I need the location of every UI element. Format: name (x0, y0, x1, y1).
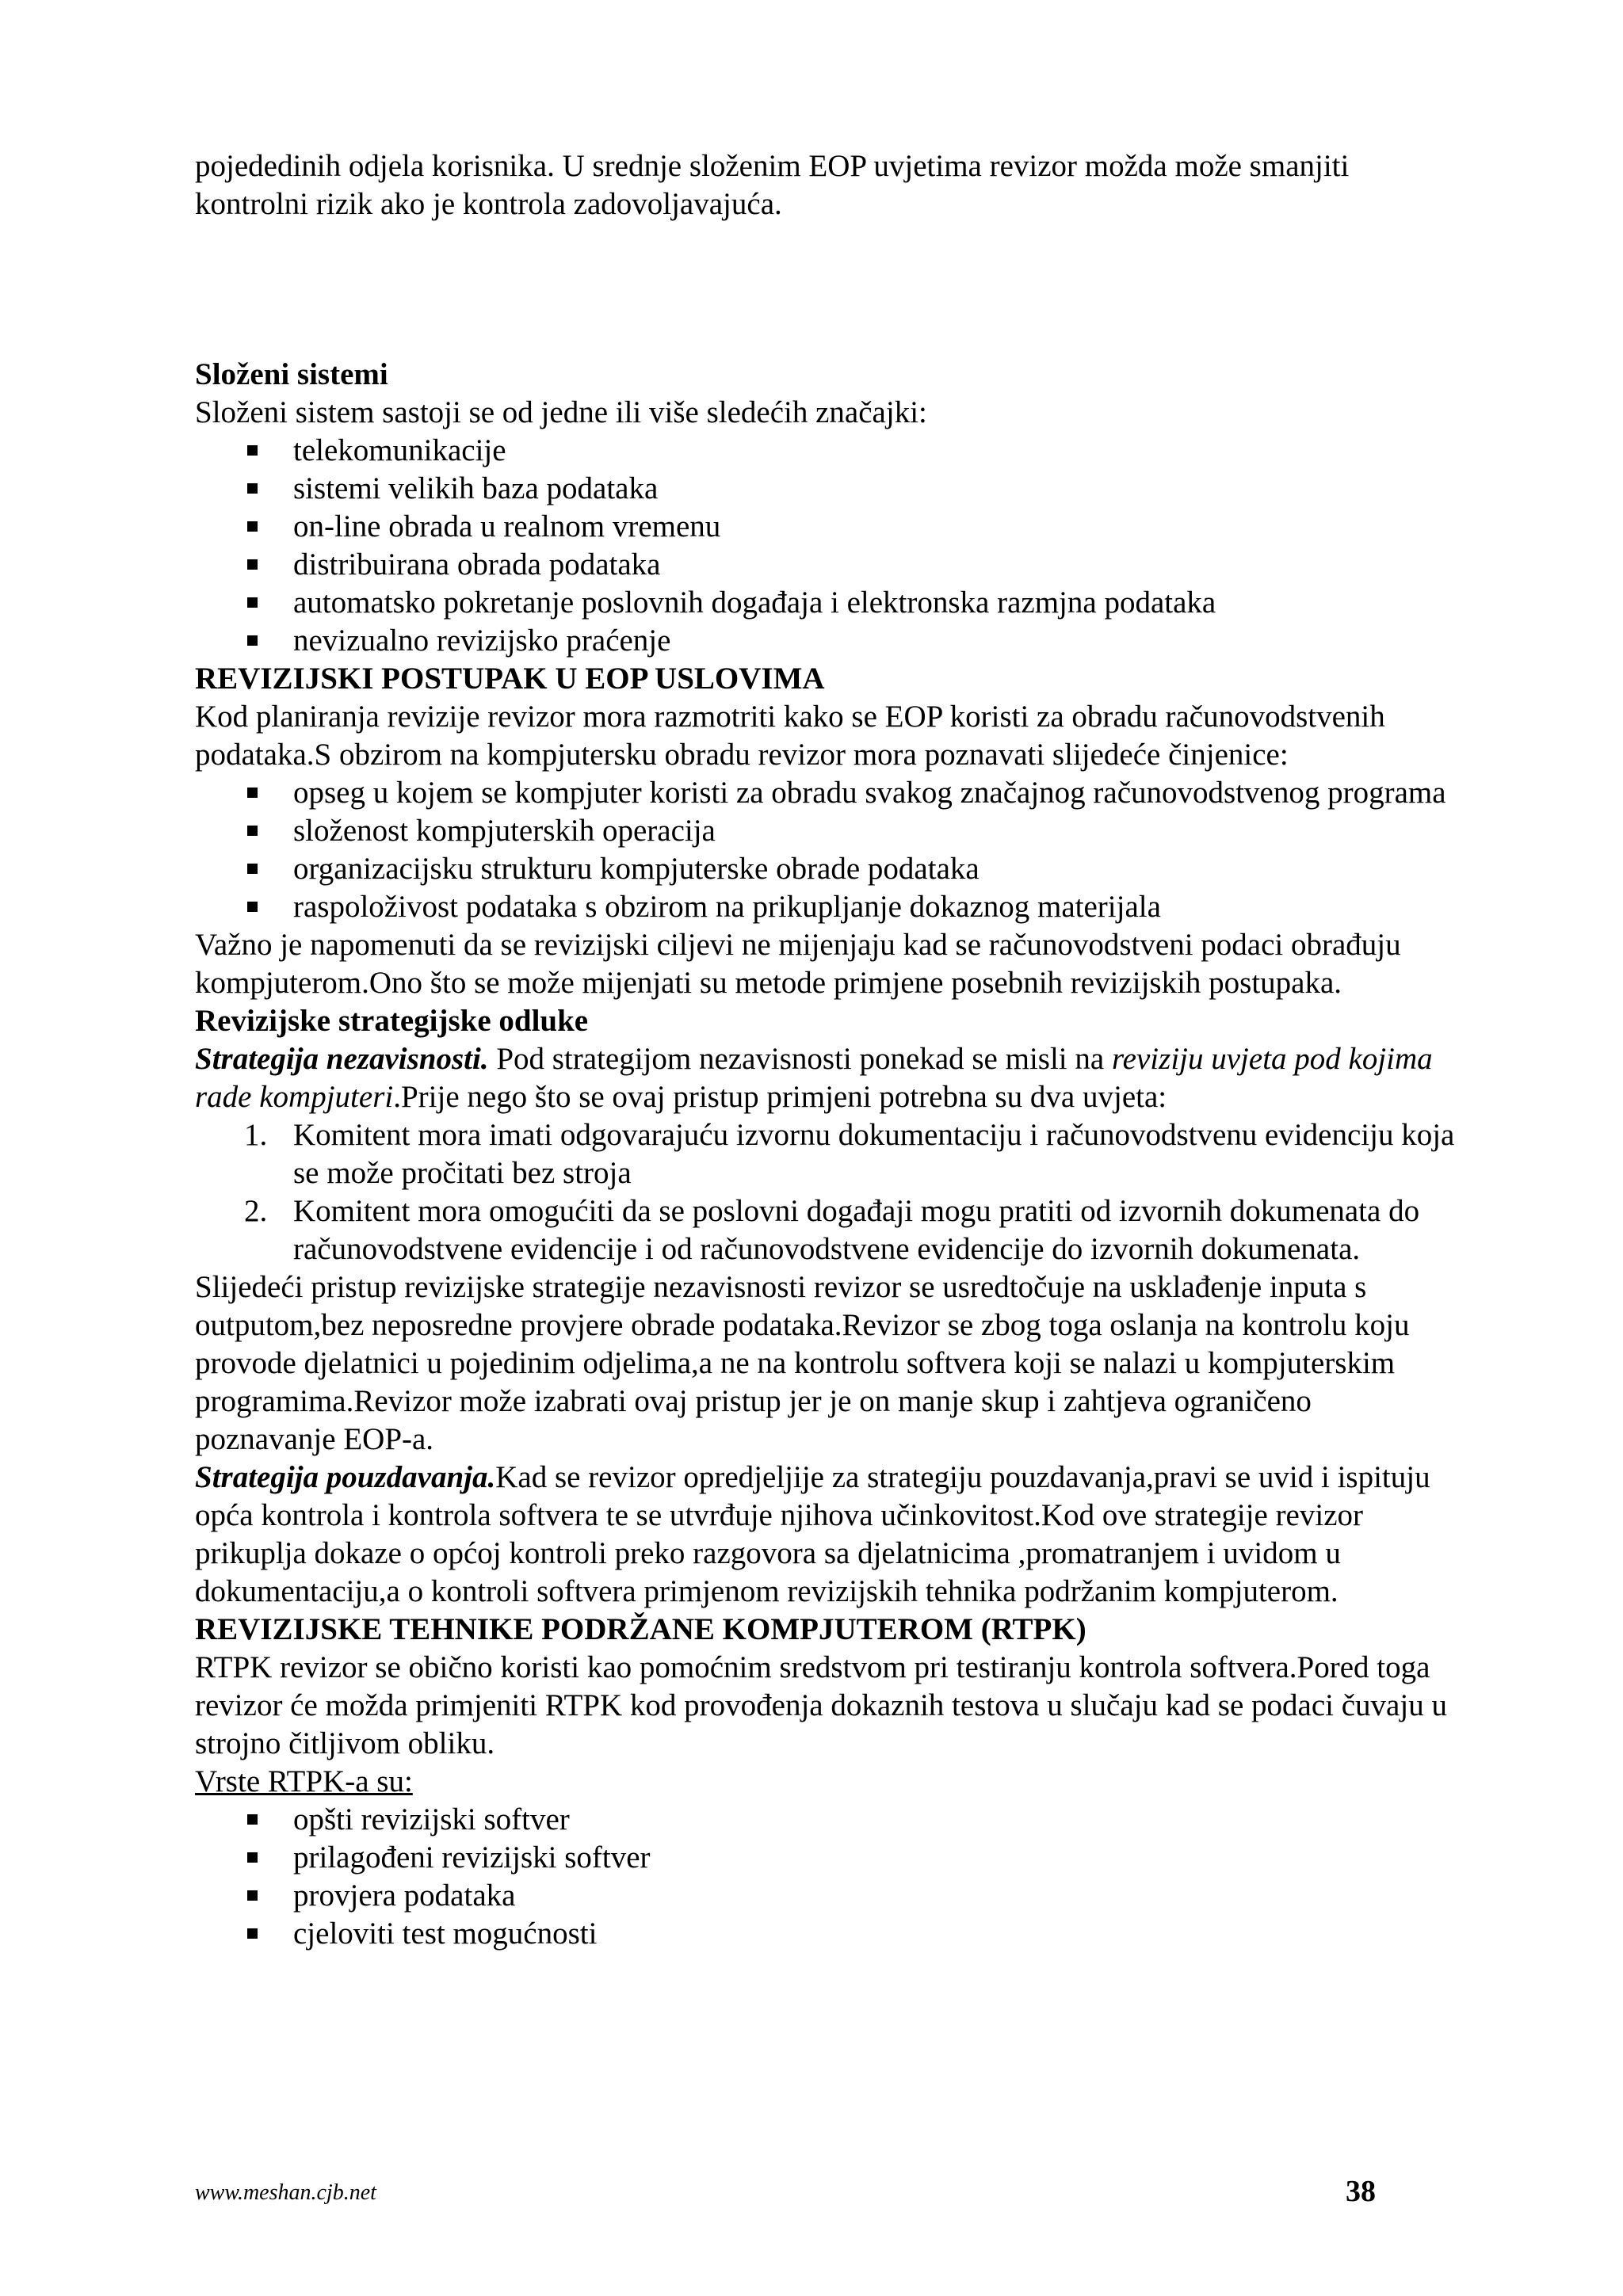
section-heading-slozeni: Složeni sistemi (195, 357, 388, 391)
postupak-lead: Kod planiranja revizije revizor mora razmotriti kako se EOP koristi za obradu računovodstvenih podataka.S obzirom na kompjutersku obradu revizor mora poznavati slijedeće činjenice: (195, 700, 1385, 772)
square-bullet-icon (247, 902, 258, 912)
list-item: 2. Komitent mora omogućiti da se poslovni događaji mogu pratiti od izvornih dokumenata do računovodstvene evidencije i od računovodstvene evidencije do izvornih dokumenata. (244, 1194, 1420, 1266)
list-item: automatsko pokretanje poslovnih događaja i elektronska razmjna podataka (195, 584, 1455, 622)
footer-url: www.meshan.cjb.net (195, 2180, 376, 2205)
strategija-pouzdavanja-paragraph: Strategija pouzdavanja.Kad se revizor opredjeljije za strategiju pouzdavanja,pravi se uvid i ispituju opća kontrola i kontrola softvera te se utvrđuje njihova učinkovitost.Kod ove strategije revizor prikuplja dokaze o općoj kontroli preko razgovora sa djelatnicima ,promatranjem i uvidom u dokumentaciju,a o kontroli softvera primjenom revizijskih tehnika podržanim kompjuterom. (195, 1460, 1430, 1608)
list-item: nevizualno revizijsko praćenje (195, 622, 1455, 660)
list-item: prilagođeni revizijski softver (195, 1839, 1455, 1877)
strategija-nezavisnosti-paragraph: Strategija nezavisnosti. Pod strategijom nezavisnosti ponekad se misli na reviziju uvjeta pod kojima rade kompjuteri.Prije nego što se ovaj pristup primjeni potrebna su dva uvjeta: (195, 1042, 1433, 1114)
rtpk-paragraph: RTPK revizor se obično koristi kao pomoćnim sredstvom pri testiranju kontrola softvera.Pored toga revizor će možda primjeniti RTPK kod provođenja dokaznih testova u slučaju kad se podaci čuvaju u strojno čitljivom obliku. (195, 1650, 1447, 1760)
section-heading-postupak: REVIZIJSKI POSTUPAK U EOP USLOVIMA (195, 662, 825, 696)
square-bullet-icon (247, 1814, 258, 1825)
square-bullet-icon (247, 864, 258, 874)
square-bullet-icon (247, 826, 258, 836)
list-item: opšti revizijski softver (195, 1801, 1455, 1839)
square-bullet-icon (247, 559, 258, 570)
strategija-pouzdavanja-label: Strategija pouzdavanja. (195, 1460, 496, 1494)
section-heading-strategije: Revizijske strategijske odluke (195, 1004, 589, 1038)
slozeni-lead: Složeni sistem sastoji se od jedne ili više sledećih značajki: (195, 395, 927, 429)
square-bullet-icon (247, 483, 258, 494)
slozeni-list (195, 432, 1455, 660)
conditions-list (195, 1116, 1455, 1268)
list-item: složenost kompjuterskih operacija (195, 812, 1455, 850)
section-heading-rtpk: REVIZIJSKE TEHNIKE PODRŽANE KOMPJUTEROM (RTPK) (195, 1612, 1086, 1646)
italic-phrase: reviziju uvjeta pod kojima rade kompjuteri (195, 1042, 1433, 1114)
postupak-after: Važno je napomenuti da se revizijski ciljevi ne mijenjaju kad se računovodstveni podaci obrađuju kompjuterom.Ono što se može mijenjati su metode primjene posebnih revizijskih postupaka. (195, 928, 1401, 1000)
square-bullet-icon (247, 1928, 258, 1939)
square-bullet-icon (247, 445, 258, 456)
list-item: 1. Komitent mora imati odgovarajuću izvornu dokumentaciju i računovodstvenu evidenciju koja se može pročitati bez stroja (244, 1118, 1455, 1190)
list-item: raspoloživost podataka s obzirom na prikupljanje dokaznog materijala (195, 888, 1455, 926)
strategija-nezavisnosti-label: Strategija nezavisnosti. (195, 1042, 489, 1076)
page-number: 38 (1346, 2175, 1376, 2208)
strategija-nezavisnosti-after: Slijedeći pristup revizijske strategije nezavisnosti revizor se usredtočuje na usklađenje inputa s outputom,bez neposredne provjere obrade podataka.Revizor se zbog toga oslanja na kontrolu koju provode djelatnici u pojedinim odjelima,a ne na kontrolu softvera koji se nalazi u kompjuterskim programima.Revizor može izabrati ovaj pristup jer je on manje skup i zahtjeva ograničeno poznavanje EOP-a. (195, 1270, 1410, 1456)
list-item: opseg u kojem se kompjuter koristi za obradu svakog značajnog računovodstvenog programa (195, 774, 1455, 812)
list-item: on-line obrada u realnom vremenu (195, 508, 1455, 546)
list-item: telekomunikacije (195, 432, 1455, 470)
list-item: provjera podataka (195, 1877, 1455, 1915)
list-item: distribuirana obrada podataka (195, 546, 1455, 584)
list-item: cjeloviti test mogućnosti (195, 1915, 1455, 1953)
square-bullet-icon (247, 597, 258, 608)
postupak-list (195, 774, 1455, 926)
list-item: organizacijsku strukturu kompjuterske obrade podataka (195, 850, 1455, 888)
square-bullet-icon (247, 635, 258, 646)
intro-paragraph: pojededinih odjela korisnika. U srednje složenim EOP uvjetima revizor možda može smanjiti kontrolni rizik ako je kontrola zadovoljavajuća. (195, 149, 1350, 221)
spacer (195, 223, 1455, 356)
list-item: sistemi velikih baza podataka (195, 470, 1455, 508)
rtpk-types-label: Vrste RTPK-a su: (195, 1764, 413, 1798)
page-content (195, 147, 1455, 1953)
square-bullet-icon (247, 1852, 258, 1863)
square-bullet-icon (247, 1890, 258, 1901)
square-bullet-icon (247, 788, 258, 798)
rtpk-list (195, 1801, 1455, 1953)
square-bullet-icon (247, 521, 258, 532)
